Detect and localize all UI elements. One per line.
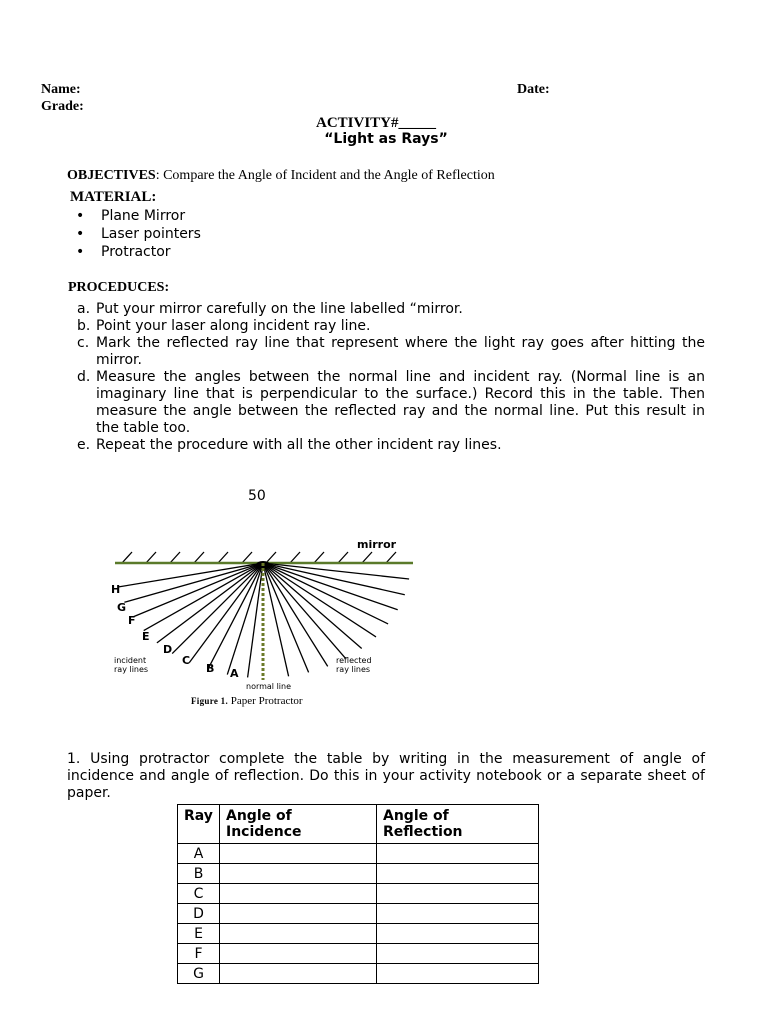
procedure-letter: b. bbox=[77, 318, 91, 334]
incidence-cell[interactable] bbox=[220, 864, 377, 884]
mirror-hatch bbox=[146, 552, 156, 563]
paper-protractor-figure bbox=[70, 530, 460, 695]
ray-label-h: H bbox=[111, 583, 121, 596]
bullet: • bbox=[76, 244, 85, 260]
table-row bbox=[178, 924, 539, 944]
reflected-label: reflected bbox=[336, 656, 372, 665]
ray-cell: D bbox=[178, 904, 220, 924]
table-row bbox=[178, 844, 539, 864]
ray-label-a: A bbox=[230, 667, 239, 680]
procedures-heading: PROCEDUCES: bbox=[68, 280, 170, 295]
incident-label-line2: ray lines bbox=[114, 665, 149, 674]
mirror-hatch bbox=[122, 552, 132, 563]
objectives-text: : Compare the Angle of Incident and the Angle of Reflection bbox=[155, 168, 495, 183]
procedure-text: Put your mirror carefully on the line labelled “mirror. bbox=[96, 301, 463, 317]
column-header-reflection: Angle of Reflection bbox=[377, 805, 539, 844]
reflection-cell[interactable] bbox=[377, 844, 539, 864]
mirror-hatch bbox=[362, 552, 372, 563]
procedure-item bbox=[77, 301, 705, 318]
reflection-cell[interactable] bbox=[377, 884, 539, 904]
ray-line bbox=[263, 563, 362, 649]
ray-cell: B bbox=[178, 864, 220, 884]
figure-caption-number: Figure 1. bbox=[191, 696, 229, 706]
reflection-cell[interactable] bbox=[377, 924, 539, 944]
material-heading: MATERIAL: bbox=[70, 189, 157, 205]
procedure-letter: c. bbox=[77, 335, 90, 351]
normal-line-label: normal line bbox=[246, 682, 292, 691]
table-row bbox=[178, 964, 539, 984]
ray-cell: A bbox=[178, 844, 220, 864]
ray-line bbox=[263, 563, 289, 676]
mirror-hatching bbox=[122, 552, 396, 563]
ray-line bbox=[157, 563, 263, 643]
question-text: 1. Using protractor complete the table by writing in the measurement of angle of incidence and angle of reflection. Do this in your activity notebook or a separate sheet of paper. bbox=[67, 751, 705, 801]
material-item-label: Protractor bbox=[101, 244, 171, 260]
procedure-item bbox=[77, 437, 705, 454]
mirror-hatch bbox=[242, 552, 252, 563]
bullet: • bbox=[76, 226, 85, 242]
procedure-letter: d. bbox=[77, 369, 91, 385]
incidence-cell[interactable] bbox=[220, 904, 377, 924]
incident-label: incident bbox=[114, 656, 147, 665]
incidence-cell[interactable] bbox=[220, 884, 377, 904]
reflection-cell[interactable] bbox=[377, 964, 539, 984]
column-header-incidence: Angle of Incidence bbox=[220, 805, 377, 844]
figure-caption bbox=[191, 695, 303, 707]
reflection-cell[interactable] bbox=[377, 944, 539, 964]
mirror-label: mirror bbox=[357, 538, 397, 551]
ray-cell: E bbox=[178, 924, 220, 944]
ray-label-f: F bbox=[128, 614, 136, 627]
ray-line bbox=[172, 563, 263, 654]
procedure-text: Point your laser along incident ray line. bbox=[96, 318, 371, 334]
procedure-text: Measure the angles between the normal line and incident ray. (Normal line is an imaginary line that is perpendicular to the surface.) Record this in the table. Then measure the angle between the reflected ray and the normal line. Put this result in the table too. bbox=[96, 369, 705, 436]
name-label: Name: bbox=[41, 82, 81, 97]
procedure-letter: a. bbox=[77, 301, 91, 317]
ray-label-b: B bbox=[206, 662, 215, 675]
reflected-label-line2: ray lines bbox=[336, 665, 371, 674]
reflection-cell[interactable] bbox=[377, 864, 539, 884]
ray-label-g: G bbox=[117, 601, 127, 614]
objectives-label: OBJECTIVES bbox=[67, 168, 156, 183]
mirror-hatch bbox=[386, 552, 396, 563]
incidence-cell[interactable] bbox=[220, 944, 377, 964]
ray-cell: C bbox=[178, 884, 220, 904]
table-row bbox=[178, 904, 539, 924]
material-item-label: Plane Mirror bbox=[101, 208, 186, 224]
ray-line bbox=[263, 563, 405, 595]
activity-title: “Light as Rays” bbox=[324, 131, 448, 147]
incidence-cell[interactable] bbox=[220, 964, 377, 984]
figure-caption-text: Paper Protractor bbox=[228, 695, 303, 707]
table-header-row bbox=[178, 805, 539, 844]
figure-number-text: 50 bbox=[248, 488, 266, 504]
date-label: Date: bbox=[517, 82, 550, 97]
procedure-text: Repeat the procedure with all the other incident ray lines. bbox=[96, 437, 502, 453]
bullet: • bbox=[76, 208, 85, 224]
mirror-hatch bbox=[290, 552, 300, 563]
reflection-cell[interactable] bbox=[377, 904, 539, 924]
material-item-label: Laser pointers bbox=[101, 226, 201, 242]
procedure-item bbox=[77, 369, 705, 437]
material-item bbox=[76, 244, 171, 260]
incidence-cell[interactable] bbox=[220, 924, 377, 944]
mirror-hatch bbox=[194, 552, 204, 563]
procedure-item bbox=[77, 318, 705, 335]
mirror-hatch bbox=[170, 552, 180, 563]
material-item bbox=[76, 226, 201, 242]
ray-label-d: D bbox=[163, 643, 173, 656]
material-item bbox=[76, 208, 185, 224]
table-row bbox=[178, 944, 539, 964]
mirror-hatch bbox=[218, 552, 228, 563]
ray-label-c: C bbox=[182, 654, 191, 667]
angle-table bbox=[177, 804, 539, 984]
ray-cell: F bbox=[178, 944, 220, 964]
procedure-item bbox=[77, 335, 705, 369]
mirror-hatch bbox=[338, 552, 348, 563]
grade-label: Grade: bbox=[41, 99, 84, 114]
column-header-ray: Ray bbox=[178, 805, 220, 844]
table-row bbox=[178, 884, 539, 904]
procedure-text: Mark the reflected ray line that represent where the light ray goes after hitting the mirror. bbox=[96, 335, 705, 368]
ray-line bbox=[263, 563, 309, 672]
ray-cell: G bbox=[178, 964, 220, 984]
table-row bbox=[178, 864, 539, 884]
incidence-cell[interactable] bbox=[220, 844, 377, 864]
mirror-hatch bbox=[314, 552, 324, 563]
procedure-letter: e. bbox=[77, 437, 91, 453]
mirror-hatch bbox=[266, 552, 276, 563]
activity-number: ACTIVITY#_____ bbox=[315, 115, 436, 131]
objectives bbox=[67, 168, 495, 184]
procedures-list bbox=[77, 301, 705, 454]
ray-label-e: E bbox=[142, 630, 150, 643]
